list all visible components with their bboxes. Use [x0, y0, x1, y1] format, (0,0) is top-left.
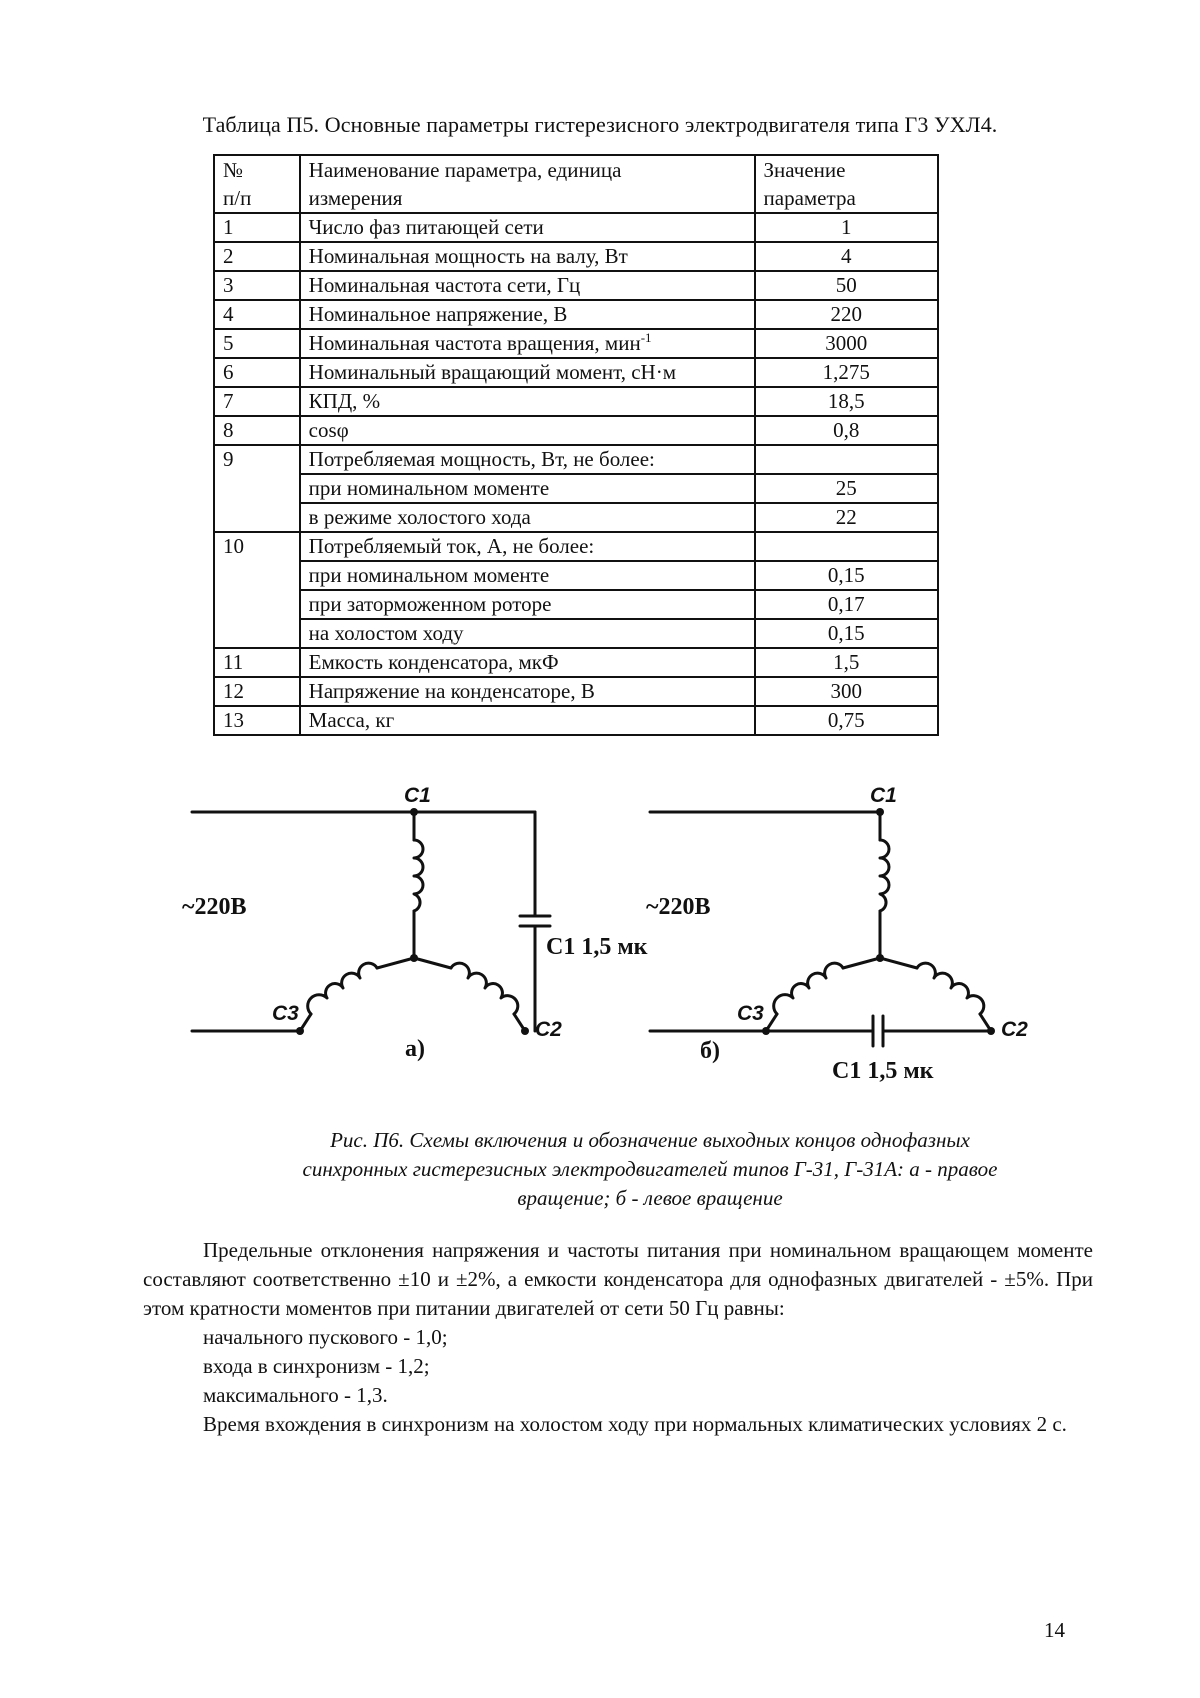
table-row: 9 Потребляемая мощность, Вт, не более: — [214, 445, 938, 474]
table-row: 7 КПД, % 18,5 — [214, 387, 938, 416]
diagram-a-label-c2: C2 — [535, 1018, 562, 1041]
diagram-a-label-c3: C3 — [272, 1002, 299, 1025]
table-row: 10 Потребляемый ток, А, не более: — [214, 532, 938, 561]
paragraph: Время вхождения в синхронизм на холостом ходу при нормальных климатических условиях 2 с. — [203, 1412, 1067, 1436]
diagram-a-node-c3 — [296, 1027, 304, 1035]
diagram-b-caption: б) — [700, 1038, 720, 1064]
diagram-b-label-c1: C1 — [870, 784, 897, 807]
rotation-speed-cell: Номинальная частота вращения, мин$^{-1}$ — [300, 329, 755, 358]
diagram-b-node-c1 — [876, 808, 884, 816]
diagram-a-node-c1 — [410, 808, 418, 816]
diagram-b-voltage: ~220В — [646, 894, 711, 920]
table-row: 2 Номинальная мощность на валу, Вт 4 — [214, 242, 938, 271]
header-value: Значение параметра — [755, 155, 938, 213]
table-row: 13 Масса, кг 0,75 — [214, 706, 938, 735]
table-subrow: при номинальном моменте 0,15 — [214, 561, 938, 590]
table-row: 8 cosφ 0,8 — [214, 416, 938, 445]
parameters-table — [213, 154, 939, 736]
diagram-b-capacitor-label: С1 1,5 мк — [832, 1058, 934, 1084]
diagram-a-wires — [192, 812, 550, 1031]
diagram-a-label-c1: C1 — [404, 784, 431, 807]
diagram-b-node-c3 — [762, 1027, 770, 1035]
diagram-a-caption: а) — [405, 1036, 425, 1062]
body-text — [143, 1236, 1093, 1439]
diagram-a-node-c2 — [521, 1027, 529, 1035]
table-caption: Таблица П5. Основные параметры гистерезисного электродвигателя типа Г3 УХЛ4. — [202, 112, 998, 137]
diagram-b-coil-c3 — [774, 963, 843, 1014]
header-name: Наименование параметра, единица измерения — [300, 155, 755, 213]
diagram-b-wires — [650, 812, 991, 1046]
table-row: 11 Емкость конденсатора, мкФ 1,5 — [214, 648, 938, 677]
diagram-b-label-c3: C3 — [737, 1002, 764, 1025]
diagram-b-coil-c1 — [880, 840, 889, 911]
paragraph: Предельные отклонения напряжения и частоты питания при номинальном вращающем моменте составляют соответственно ±10 и ±2%, а емкости конденсатора для однофазных двигателей - ±5%. При этом кратности моментов при питании двигателей от сети 50 Гц равны: — [143, 1238, 1093, 1320]
table-header-row — [214, 155, 938, 213]
table-subrow: при заторможенном роторе 0,17 — [214, 590, 938, 619]
figure-caption: Рис. П6. Схемы включения и обозначение выходных концов однофазных синхронных гистерезисных электродвигателей типов Г-31, Г-31А: а - правое вращение; б - левое вращение — [302, 1128, 998, 1210]
header-number: № п/п — [214, 155, 300, 213]
table-subrow: в режиме холостого хода 22 — [214, 503, 938, 532]
diagram-b-node-center — [876, 954, 884, 962]
diagram-b-coil-c2 — [917, 963, 984, 1014]
table-subrow: на холостом ходу 0,15 — [214, 619, 938, 648]
diagram-b-node-c2 — [987, 1027, 995, 1035]
table-row: 1 Число фаз питающей сети 1 — [214, 213, 938, 242]
table-row: 5 Номинальная частота вращения, мин$^{-1}$ 3000 — [214, 329, 938, 358]
diagram-a-capacitor-label: С1 1,5 мк — [546, 934, 648, 960]
table-row: 4 Номинальное напряжение, В 220 — [214, 300, 938, 329]
diagram-b-label-c2: C2 — [1001, 1018, 1028, 1041]
table-row: 6 Номинальный вращающий момент, сН·м 1,275 — [214, 358, 938, 387]
list-item: входа в синхронизм - 1,2; — [203, 1354, 430, 1378]
diagram-a-coil-c2 — [451, 963, 518, 1014]
table-row: 3 Номинальная частота сети, Гц 50 — [214, 271, 938, 300]
diagram-a-coil-c1 — [414, 840, 423, 911]
diagram-a-voltage: ~220В — [182, 894, 247, 920]
list-item: начального пускового - 1,0; — [203, 1325, 448, 1349]
diagram-a-node-center — [410, 954, 418, 962]
table-subrow: при номинальном моменте 25 — [214, 474, 938, 503]
list-item: максимального - 1,3. — [203, 1383, 388, 1407]
diagram-a-coil-c3 — [308, 963, 377, 1014]
page-number: 14 — [1044, 1618, 1065, 1642]
table-row: 12 Напряжение на конденсаторе, В 300 — [214, 677, 938, 706]
wiring-diagrams — [180, 776, 1028, 1096]
